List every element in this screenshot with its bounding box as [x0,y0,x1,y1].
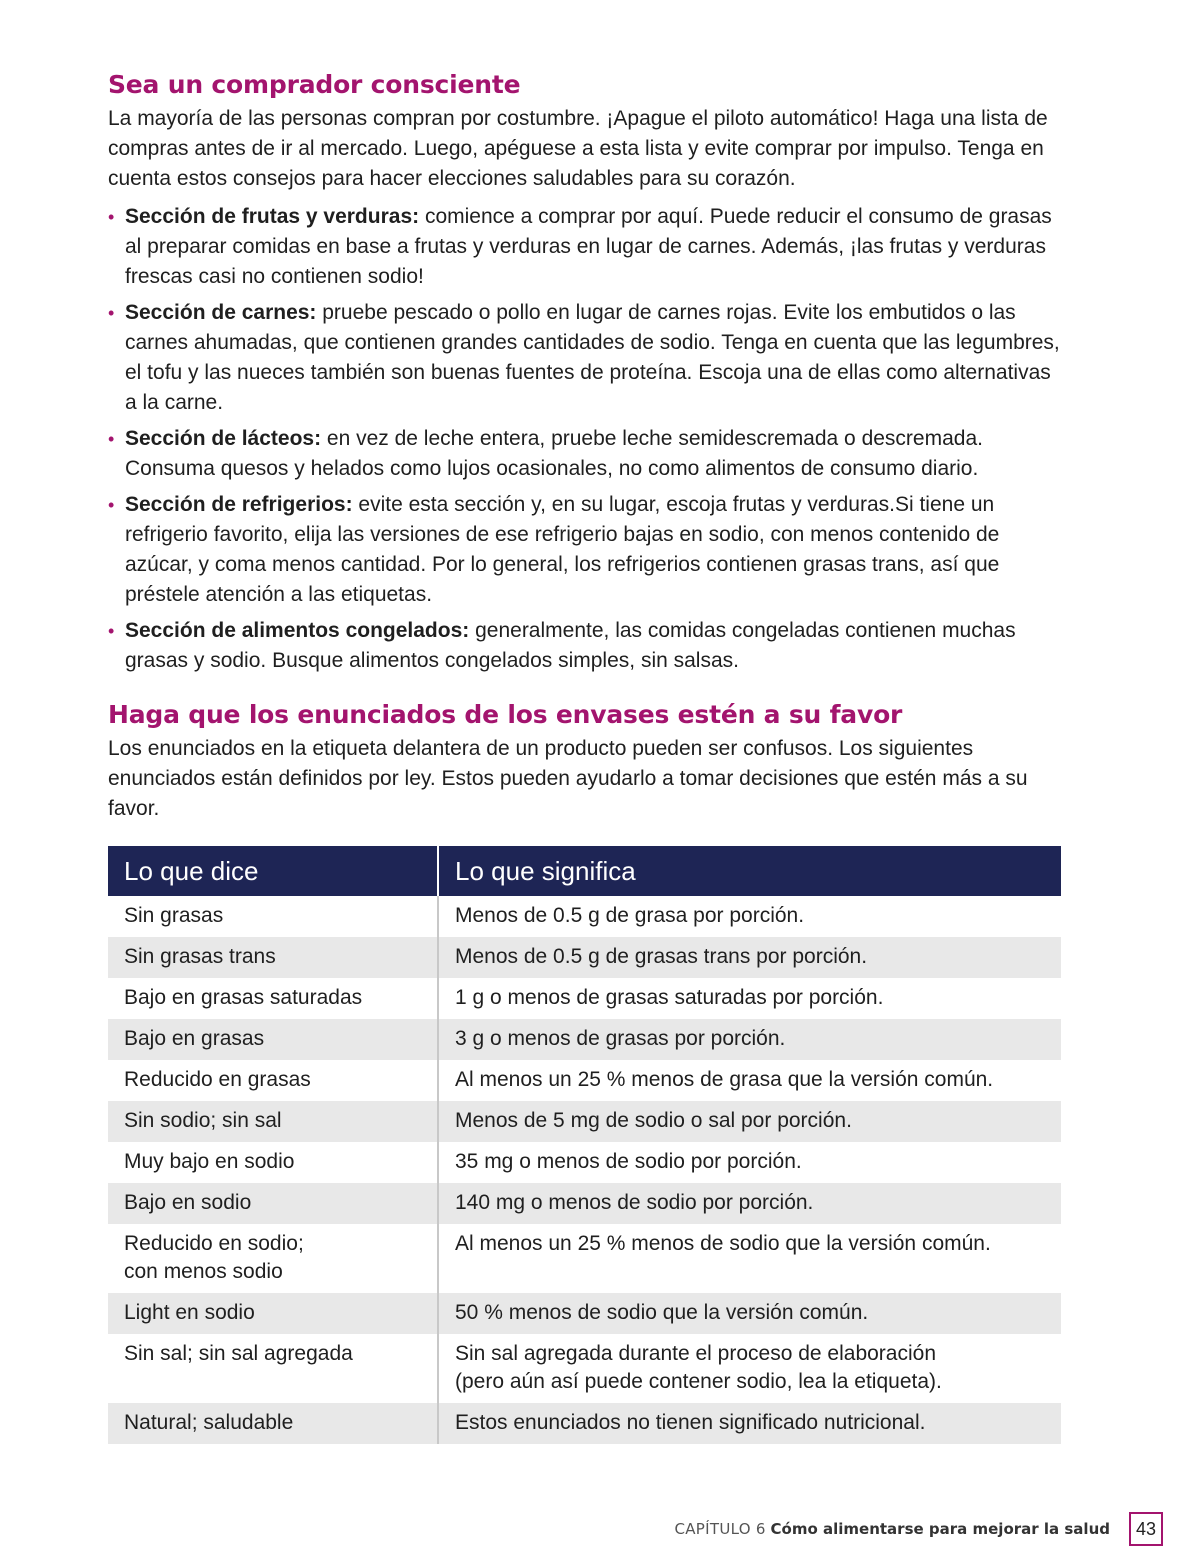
tip-text: comience a comprar por aquí. Puede reducir el consumo de grasas al preparar comidas en base a frutas y verduras en lugar de carnes. Además, ¡las frutas y verduras frescas casi no contienen sodio! [125,205,1052,288]
table-header-row [108,846,1061,896]
shopping-tips-list [108,202,1068,676]
bullet-icon: • [108,207,115,227]
table-row [108,1060,1061,1101]
table-row [108,1142,1061,1183]
table-row [108,1334,1061,1403]
tip-refrigerios [108,490,1068,610]
meaning-cell: Al menos un 25 % menos de sodio que la versión común. [455,1232,991,1255]
table-row [108,937,1061,978]
claim-cell: Bajo en sodio [108,1183,438,1224]
claim-cell: Reducido en sodio; con menos sodio [108,1224,438,1293]
column-header-dice: Lo que dice [108,846,438,896]
meaning-cell: 35 mg o menos de sodio por porción. [455,1150,802,1173]
claim-cell: Light en sodio [108,1293,438,1334]
table-row [108,1183,1061,1224]
table-row [108,1101,1061,1142]
tip-label: Sección de lácteos: [125,427,322,450]
section-enunciados [108,700,1068,824]
tip-text: en vez de leche entera, pruebe leche semidescremada o descremada. Consuma quesos y helados como lujos ocasionales, no como alimentos de consumo diario. [125,427,983,480]
claim-cell: Sin grasas trans [108,937,438,978]
page-content [108,70,1068,1444]
claim-cell: Bajo en grasas [108,1019,438,1060]
table-row [108,1293,1061,1334]
bullet-icon: • [108,621,115,641]
claim-cell: Muy bajo en sodio [108,1142,438,1183]
tip-text: generalmente, las comidas congeladas contienen muchas grasas y sodio. Busque alimentos congelados simples, sin salsas. [125,619,1016,672]
section-intro-enunciados: Los enunciados en la etiqueta delantera de un producto pueden ser confusos. Los siguientes enunciados están definidos por ley. Estos pueden ayudarlo a tomar decisiones que estén más a su favor. [108,737,1028,820]
meaning-cell: 140 mg o menos de sodio por porción. [438,1183,1061,1224]
footer-chapter: CAPÍTULO 6 [674,1520,766,1538]
tip-text: evite esta sección y, en su lugar, escoja frutas y verduras.Si tiene un refrigerio favorito, elija las versiones de ese refrigerio bajas en sodio, con menos contenido de azúcar, y coma menos cantidad. Por lo general, los refrigerios contienen grasas trans, así que préstele atención a las etiquetas. [125,493,1000,606]
meaning-cell: Menos de 0.5 g de grasa por porción. [455,904,805,927]
claim-cell: Sin sodio; sin sal [108,1101,438,1142]
claim-cell: Reducido en grasas [108,1060,438,1101]
tip-lacteos [108,424,1068,484]
table-row [108,1403,1061,1444]
page-number: 43 [1129,1512,1163,1546]
section-heading-enunciados: Haga que los enunciados de los envases estén a su favor [108,700,903,729]
claim-cell: Sin sal; sin sal agregada [108,1334,438,1403]
bullet-icon: • [108,495,115,515]
tip-text: pruebe pescado o pollo en lugar de carnes rojas. Evite los embutidos o las carnes ahumadas, que contienen grandes cantidades de sodio. Tenga en cuenta que las legumbres, el tofu y las nueces también son buenas fuentes de proteína. Escoja una de ellas como alternativas a la carne. [125,301,1060,414]
meaning-cell: Sin sal agregada durante el proceso de elaboración (pero aún así puede contener sodio, lea la etiqueta). [455,1342,942,1393]
section-intro-comprador: La mayoría de las personas compran por costumbre. ¡Apague el piloto automático! Haga una lista de compras antes de ir al mercado. Luego, apéguese a esta lista y evite comprar por impulso. Tenga en cuenta estos consejos para hacer elecciones saludables para su corazón. [108,107,1048,190]
table-row [108,896,1061,937]
tip-congelados [108,616,1068,676]
table-row [108,1224,1061,1293]
meaning-cell: 1 g o menos de grasas saturadas por porción. [455,986,884,1009]
claim-cell: Natural; saludable [108,1403,438,1444]
bullet-icon: • [108,303,115,323]
claim-cell: Bajo en grasas saturadas [108,978,438,1019]
meaning-cell: Al menos un 25 % menos de grasa que la versión común. [455,1068,994,1091]
page-footer [674,1520,1110,1538]
tip-carnes [108,298,1068,418]
tip-label: Sección de carnes: [125,301,317,324]
bullet-icon: • [108,429,115,449]
table-row [108,1019,1061,1060]
meaning-cell: Menos de 0.5 g de grasas trans por porción. [438,937,1061,978]
tip-frutas-verduras [108,202,1068,292]
meaning-cell: Menos de 5 mg de sodio o sal por porción. [438,1101,1061,1142]
meaning-cell: Estos enunciados no tienen significado nutricional. [438,1403,1061,1444]
meaning-cell: 3 g o menos de grasas por porción. [438,1019,1061,1060]
section-heading-comprador: Sea un comprador consciente [108,70,521,99]
table-body [108,896,1061,1444]
meaning-cell: 50 % menos de sodio que la versión común. [438,1293,1061,1334]
tip-label: Sección de alimentos congelados: [125,619,470,642]
footer-title: Cómo alimentarse para mejorar la salud [770,1520,1110,1538]
table-row [108,978,1061,1019]
tip-label: Sección de refrigerios: [125,493,353,516]
column-header-significa: Lo que significa [438,846,1061,896]
tip-label: Sección de frutas y verduras: [125,205,420,228]
claims-table [108,846,1061,1444]
claim-cell: Sin grasas [108,896,438,937]
